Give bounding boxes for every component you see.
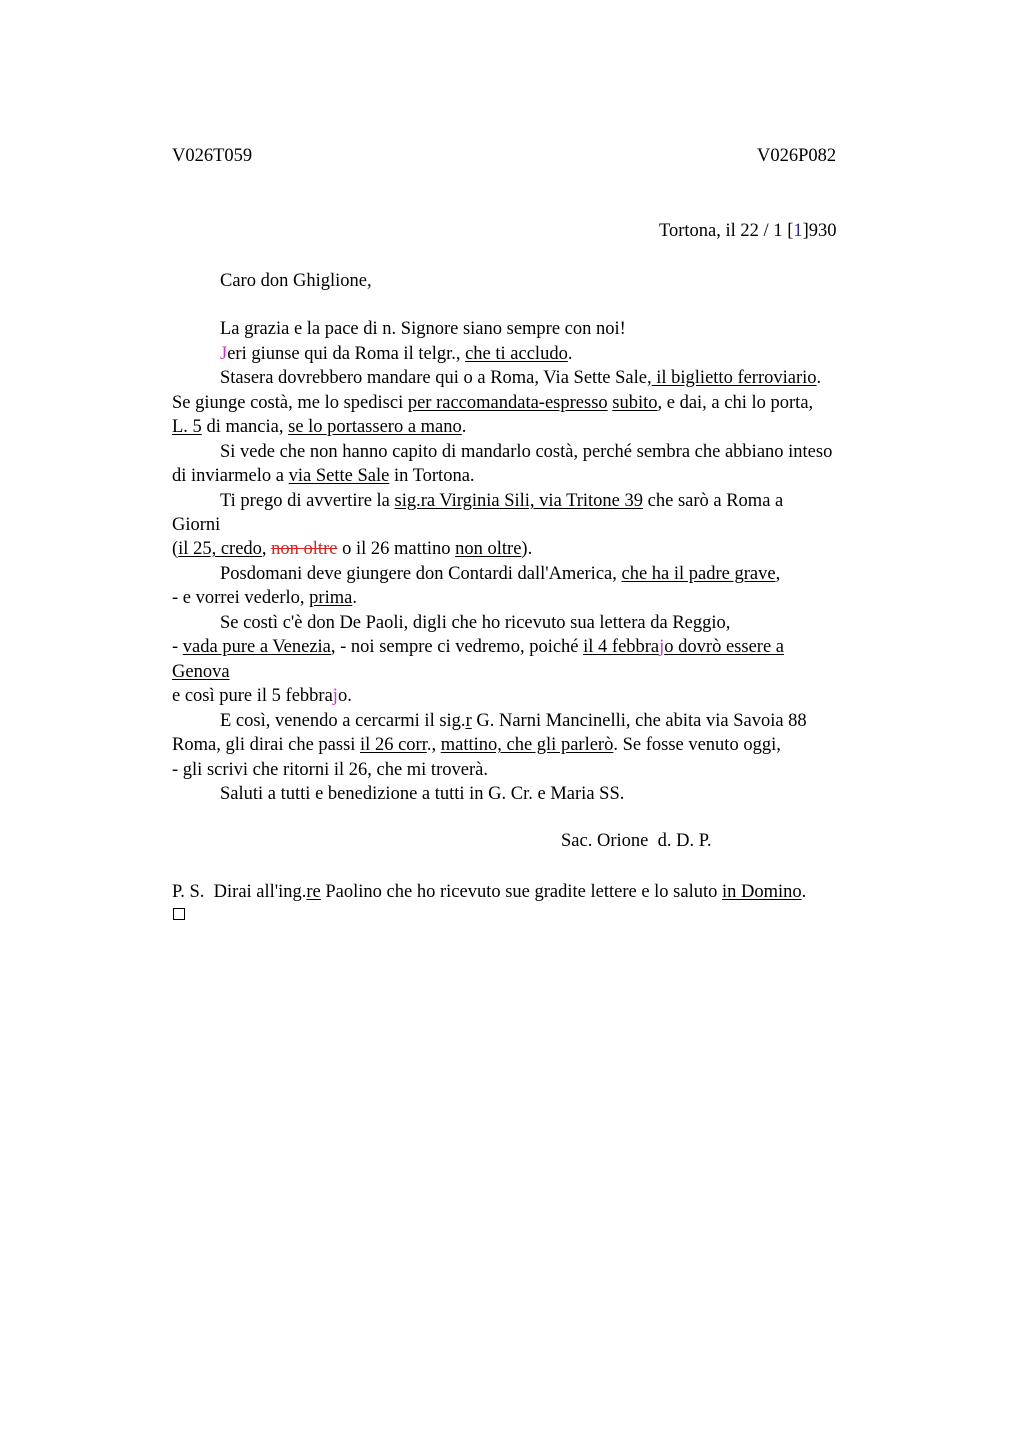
signature: Sac. Orione d. D. P. [561, 831, 712, 851]
body-line: Ti prego di avvertire la sig.ra Virginia Sili, via Tritone 39 che sarò a Roma a [220, 491, 784, 511]
editorial-letter: J [220, 344, 228, 364]
body-line: Genova [172, 662, 230, 682]
body-line: Se giunge costà, me lo spedisci per raccomandata-espresso subito, e dai, a chi lo porta, [172, 393, 814, 413]
body-line: Saluti a tutti e benedizione a tutti in G. Cr. e Maria SS. [220, 784, 625, 804]
body-line: Se costì c'è don De Paoli, digli che ho ricevuto sua lettera da Reggio, [220, 613, 731, 633]
archive-code-right: V026P082 [757, 146, 837, 166]
body-line: Posdomani deve giungere don Contardi dall'America, che ha il padre grave, [220, 564, 781, 584]
body-line: La grazia e la pace di n. Signore siano sempre con noi! [220, 319, 626, 339]
struck-text: non oltre [271, 539, 338, 559]
body-line: - e vorrei vederlo, prima. [172, 588, 357, 608]
body-line: L. 5 di mancia, se lo portassero a mano. [172, 417, 467, 437]
editorial-insertion: 1 [793, 221, 803, 241]
body-line: (il 25, credo, non oltre o il 26 mattino non oltre). [172, 539, 533, 559]
body-line: e così pure il 5 febbrajo. [172, 686, 352, 706]
editorial-letter: j [332, 686, 338, 706]
body-line: Jeri giunse qui da Roma il telgr., che ti accludo. [220, 344, 573, 364]
salutation: Caro don Ghiglione, [220, 271, 372, 291]
body-line: Roma, gli dirai che passi il 26 corr., mattino, che gli parlerò. Se fosse venuto oggi, [172, 735, 781, 755]
body-line: di inviarmelo a via Sette Sale in Tortona. [172, 466, 475, 486]
editorial-letter: j [659, 637, 665, 657]
body-line: Si vede che non hanno capito di mandarlo costà, perché sembra che abbiano inteso [220, 442, 833, 462]
body-line: - gli scrivi che ritorni il 26, che mi troverà. [172, 760, 488, 780]
letter-date: Tortona, il 22 / 1 [1]930 [659, 221, 837, 241]
body-line: Giorni [172, 515, 221, 535]
body-line: E così, venendo a cercarmi il sig.r G. Narni Mancinelli, che abita via Savoia 88 [220, 711, 807, 731]
body-line: Stasera dovrebbero mandare qui o a Roma, Via Sette Sale, il biglietto ferroviario. [220, 368, 822, 388]
archive-code-left: V026T059 [172, 146, 253, 166]
body-line: - vada pure a Venezia, - noi sempre ci vedremo, poiché il 4 febbrajo dovrò essere a [172, 637, 784, 657]
postscript: P. S. Dirai all'ing.re Paolino che ho ricevuto sue gradite lettere e lo saluto in Domino. [172, 882, 807, 902]
checkbox-mark [173, 908, 185, 920]
